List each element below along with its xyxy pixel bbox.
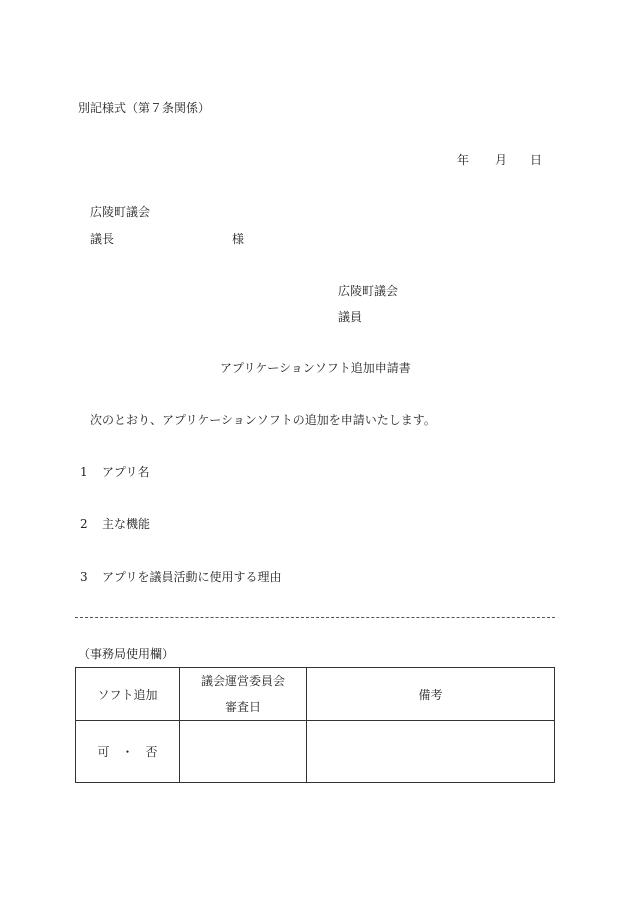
- item-main-functions: [80, 518, 150, 530]
- applicant-council: 広陵町議会: [338, 284, 399, 298]
- header-committee-line: 議会運営委員会: [200, 674, 285, 688]
- addressee-council: 広陵町議会: [90, 205, 151, 219]
- document-title: アプリケーションソフト追加申請書: [220, 361, 411, 375]
- date-year-label: 年: [457, 153, 470, 167]
- header-review-date-line: 審査日: [224, 700, 261, 714]
- approval-cell: 可 ・ 否: [76, 721, 180, 783]
- review-date-cell: [180, 721, 307, 783]
- header-software-add: ソフト追加: [76, 668, 180, 721]
- applicant-member: 議員: [338, 310, 363, 324]
- item-reason: [80, 571, 282, 583]
- remarks-cell: [307, 721, 555, 783]
- header-committee-review-date: [180, 668, 307, 721]
- item-number: 2: [80, 517, 88, 531]
- addressee-honorific: 様: [232, 232, 245, 246]
- item-label: 主な機能: [102, 517, 151, 531]
- header-remarks: 備考: [307, 668, 555, 721]
- office-use-table: [75, 667, 555, 783]
- table-row: [76, 721, 555, 783]
- date-month-label: 月: [495, 153, 508, 167]
- table-header-row: [76, 668, 555, 721]
- item-label: アプリ名: [102, 465, 150, 479]
- cut-line-divider: [75, 617, 555, 618]
- addressee-chair: 議長: [90, 232, 115, 246]
- item-label: アプリを議員活動に使用する理由: [102, 570, 282, 584]
- item-number: 1: [80, 465, 88, 479]
- date-day-label: 日: [530, 153, 543, 167]
- item-app-name: [80, 466, 150, 478]
- office-use-label: （事務局使用欄）: [78, 647, 175, 661]
- intro-text: 次のとおり、アプリケーションソフトの追加を申請いたします。: [90, 413, 436, 427]
- item-number: 3: [80, 570, 88, 584]
- form-label: 別記様式（第７条関係）: [78, 101, 211, 115]
